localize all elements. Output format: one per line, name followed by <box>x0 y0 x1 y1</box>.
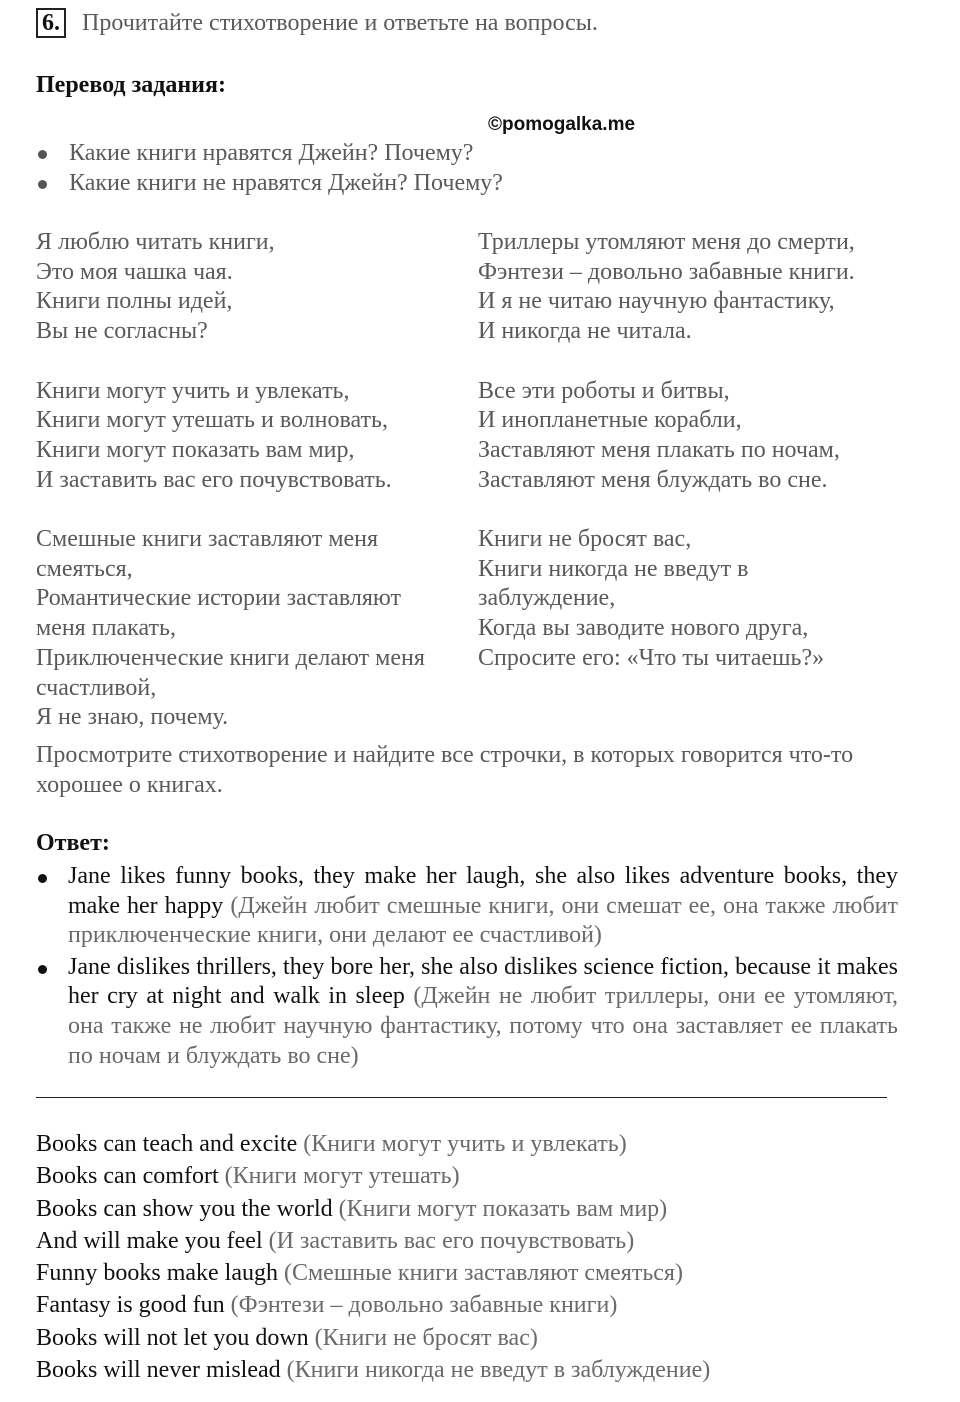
poem-stanza <box>478 525 908 674</box>
watermark: ©pomogalka.me <box>488 114 636 135</box>
answer-russian: (Джейн не любит триллеры, они ее утомляют, она также не любит научную фантастику, потому что она заставляет ее плакать по ночам и блуждать во сне) <box>68 983 899 1069</box>
poem-stanza <box>478 228 908 347</box>
poem-line: И никогда не читала. <box>478 318 692 345</box>
phrase-russian: (Книги могут утешать) <box>224 1163 460 1190</box>
phrase-english: Books can show you the world <box>36 1195 333 1222</box>
poem-line: Книги не бросят вас, <box>478 526 692 552</box>
poem-line: Все эти роботы и битвы, <box>478 377 730 404</box>
poem-stanza <box>36 228 466 347</box>
poem-line: Романтические истории заставляют <box>36 585 401 612</box>
phrase-russian: (Фэнтези – довольно забавные книги) <box>230 1292 618 1319</box>
answer-title: Ответ: <box>36 830 110 856</box>
poem-line: И я не читаю научную фантастику, <box>478 288 835 315</box>
poem-line: меня плакать, <box>36 615 176 642</box>
poem-line: Книги могут учить и увлекать, <box>36 377 350 404</box>
phrase-russian: (Книги могут учить и увлекать) <box>303 1131 627 1157</box>
phrase-english: Funny books make laugh <box>36 1260 278 1287</box>
phrase-english: Books can comfort <box>36 1163 225 1190</box>
poem-stanza <box>36 377 466 496</box>
phrase-russian: (И заставить вас его почувствовать) <box>268 1227 635 1254</box>
list-item <box>36 1289 936 1321</box>
poem-line: Книги могут утешать и волновать, <box>36 407 388 434</box>
list-item <box>36 168 916 198</box>
list-item <box>36 1225 936 1257</box>
poem-line: счастливой, <box>36 674 157 701</box>
list-item <box>36 1322 936 1354</box>
list-item <box>36 1257 936 1289</box>
phrase-list <box>36 1128 936 1386</box>
answer-list <box>36 862 898 1073</box>
list-item <box>36 953 898 1071</box>
list-item <box>36 138 916 168</box>
poem-line: Когда вы заводите нового друга, <box>478 615 809 642</box>
answer-english: Jane likes funny books, they make her laugh, she also likes adventure books, they make her happy <box>68 863 898 919</box>
phrase-english: Books will not let you down <box>36 1324 309 1351</box>
poem-line: Заставляют меня плакать по ночам, <box>478 436 840 463</box>
poem-column-left <box>36 228 466 763</box>
poem-line: Книги полны идей, <box>36 288 233 315</box>
divider <box>36 1097 887 1098</box>
task-number: 6. <box>36 8 66 38</box>
question-list <box>36 138 916 198</box>
poem-stanza <box>36 525 466 733</box>
poem-line: заблуждение, <box>478 585 616 612</box>
poem-line: Книги могут показать вам мир, <box>36 436 355 463</box>
phrase-english: And will make you feel <box>36 1227 263 1254</box>
poem-line: Смешные книги заставляют меня <box>36 526 379 552</box>
answer-russian: (Джейн любит смешные книги, они смешат ее, она также любит приключенческие книги, они делают ее счастливой) <box>68 892 898 949</box>
bullet-icon <box>38 180 47 189</box>
list-item <box>36 1354 936 1386</box>
list-item <box>36 1193 936 1225</box>
poem-line: И заставить вас его почувствовать. <box>36 466 392 493</box>
phrase-russian: (Книги не бросят вас) <box>314 1324 538 1351</box>
poem-line: Я люблю читать книги, <box>36 229 275 255</box>
poem-line: смеяться, <box>36 555 133 582</box>
phrase-russian: (Книги никогда не введут в заблуждение) <box>286 1357 711 1384</box>
phrase-russian: (Смешные книги заставляют смеяться) <box>283 1260 683 1287</box>
question-text: Какие книги нравятся Джейн? Почему? <box>69 140 474 166</box>
question-text: Какие книги не нравятся Джейн? Почему? <box>69 170 503 196</box>
poem-line: И инопланетные корабли, <box>478 407 742 434</box>
bullet-icon <box>38 965 47 974</box>
list-item <box>36 862 898 951</box>
phrase-english: Fantasy is good fun <box>36 1292 225 1319</box>
instruction-text: Просмотрите стихотворение и найдите все строчки, в которых говорится что-то хорошее о книгах. <box>36 742 854 798</box>
poem-line: Фэнтези – довольно забавные книги. <box>478 258 855 285</box>
phrase-english: Books can teach and excite <box>36 1131 298 1157</box>
poem-line: Приключенческие книги делают меня <box>36 644 425 671</box>
list-item <box>36 1160 936 1192</box>
poem-line: Заставляют меня блуждать во сне. <box>478 466 828 493</box>
poem-line: Это моя чашка чая. <box>36 258 233 285</box>
task-header <box>36 8 598 38</box>
bullet-icon <box>38 150 47 159</box>
answer-english: Jane dislikes thrillers, they bore her, she also dislikes science fiction, because it makes her cry at night and walk in sleep <box>68 953 898 1010</box>
task-text: Прочитайте стихотворение и ответьте на вопросы. <box>82 9 598 36</box>
poem-line: Триллеры утомляют меня до смерти, <box>478 229 855 255</box>
poem-line: Спросите его: «Что ты читаешь?» <box>478 644 825 671</box>
list-item <box>36 1128 936 1160</box>
translation-title: Перевод задания: <box>36 72 226 98</box>
poem-line: Книги никогда не введут в <box>478 555 749 582</box>
poem-column-right <box>478 228 908 703</box>
bullet-icon <box>38 874 47 883</box>
poem-line: Я не знаю, почему. <box>36 704 229 731</box>
phrase-english: Books will never mislead <box>36 1357 281 1384</box>
poem-line: Вы не согласны? <box>36 318 208 345</box>
phrase-russian: (Книги могут показать вам мир) <box>338 1195 668 1222</box>
poem-stanza <box>478 377 908 496</box>
